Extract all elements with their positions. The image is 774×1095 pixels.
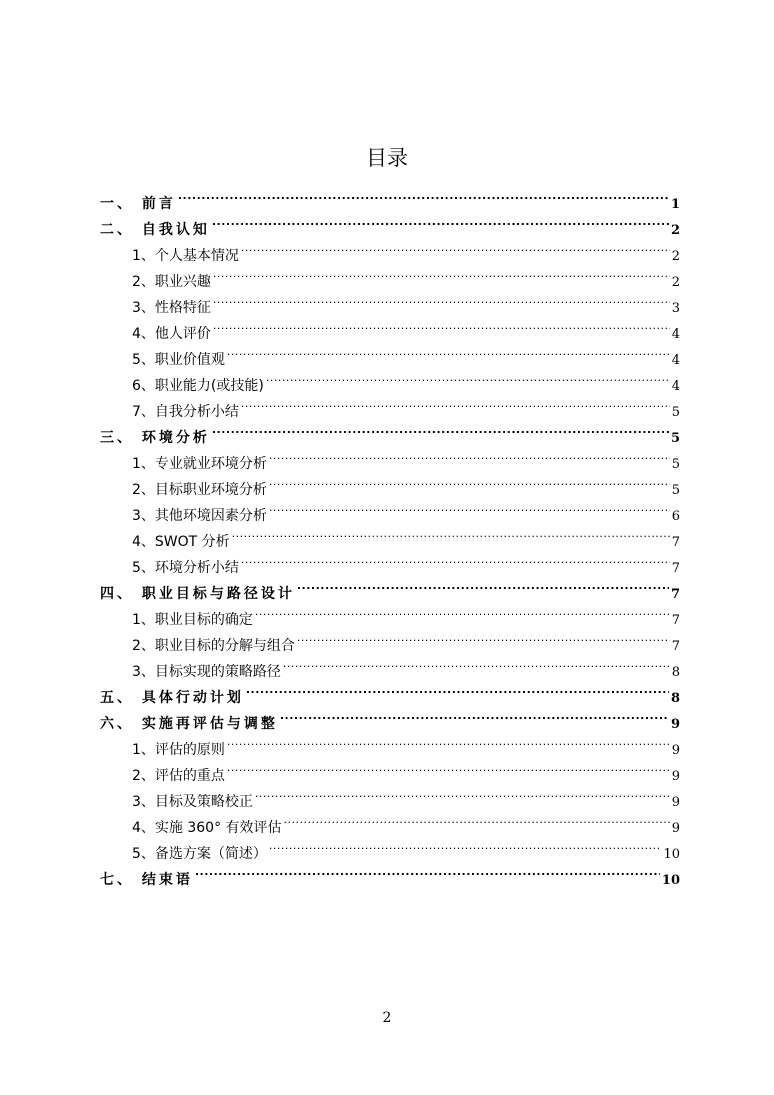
toc-entry-page: 10: [663, 847, 680, 862]
toc-entry-label: 1、个人基本情况: [132, 248, 239, 264]
table-of-contents: [100, 182, 680, 888]
toc-dot-leader: [255, 598, 670, 624]
toc-entry-page: 5: [671, 457, 680, 472]
toc-dot-leader: [212, 208, 669, 234]
toc-dot-leader: [241, 546, 670, 572]
toc-entry-label: 3、目标实现的策略路径: [132, 664, 281, 680]
toc-dot-leader: [280, 702, 669, 728]
toc-entry-label: 六、 实施再评估与调整: [100, 716, 278, 732]
toc-dot-leader: [227, 728, 670, 754]
toc-dot-leader: [246, 676, 669, 702]
toc-entry-page: 9: [671, 769, 680, 784]
toc-title: 目录: [366, 146, 408, 170]
toc-dot-leader: [241, 390, 670, 416]
toc-dot-leader: [269, 468, 670, 494]
toc-entry-page: 9: [671, 743, 680, 758]
toc-entry-page: 8: [670, 691, 680, 706]
toc-entry-page: 3: [671, 301, 680, 316]
toc-entry-label: 3、其他环境因素分析: [132, 508, 267, 524]
toc-dot-leader: [213, 286, 670, 312]
toc-entry-label: 5、环境分析小结: [132, 560, 239, 576]
toc-dot-leader: [284, 806, 670, 832]
toc-entry-label: 三、 环境分析: [100, 430, 210, 446]
toc-entry-label: 5、备选方案（简述）: [132, 846, 267, 862]
toc-dot-leader: [212, 416, 669, 442]
toc-entry-page: 4: [671, 379, 680, 394]
toc-dot-leader: [241, 234, 670, 260]
toc-entry-label: 四、 职业目标与路径设计: [100, 586, 295, 602]
toc-entry-page: 7: [671, 561, 680, 576]
toc-entry-page: 9: [671, 795, 680, 810]
toc-dot-leader: [255, 780, 670, 806]
toc-entry-page: 9: [670, 717, 680, 732]
toc-dot-leader: [178, 182, 669, 208]
toc-entry-page: 2: [671, 275, 680, 290]
toc-dot-leader: [297, 572, 669, 598]
toc-entry-page: 2: [670, 223, 680, 238]
toc-entry-page: 9: [671, 821, 680, 836]
toc-dot-leader: [232, 520, 670, 546]
toc-dot-leader: [227, 754, 670, 780]
toc-entry-label: 2、评估的重点: [132, 768, 225, 784]
toc-entry-label: 2、职业目标的分解与组合: [132, 638, 295, 654]
toc-dot-leader: [269, 832, 662, 858]
toc-entry-page: 7: [671, 535, 680, 550]
toc-dot-leader: [213, 312, 670, 338]
toc-entry-page: 5: [670, 431, 680, 446]
toc-dot-leader: [269, 494, 670, 520]
toc-dot-leader: [297, 624, 670, 650]
toc-dot-leader: [283, 650, 670, 676]
toc-entry-page: 4: [671, 353, 680, 368]
toc-entry-label: 3、性格特征: [132, 300, 211, 316]
toc-entry-page: 2: [671, 249, 680, 264]
toc-dot-leader: [227, 338, 670, 364]
toc-entry-page: 7: [671, 613, 680, 628]
toc-entry-label: 五、 具体行动计划: [100, 690, 244, 706]
toc-entry-label: 4、SWOT 分析: [132, 534, 230, 550]
toc-entry-page: 7: [671, 639, 680, 654]
toc-entry-label: 1、职业目标的确定: [132, 612, 253, 628]
toc-entry-label: 4、他人评价: [132, 326, 211, 342]
toc-entry-label: 1、评估的原则: [132, 742, 225, 758]
toc-entry-page: 4: [671, 327, 680, 342]
toc-entry-label: 二、 自我认知: [100, 222, 210, 238]
toc-entry-label: 1、专业就业环境分析: [132, 456, 267, 472]
toc-entry-page: 5: [671, 405, 680, 420]
toc-dot-leader: [266, 364, 670, 390]
toc-entry-label: 6、职业能力(或技能): [132, 378, 264, 394]
toc-dot-leader: [213, 260, 670, 286]
toc-entry-page: 5: [671, 483, 680, 498]
toc-entry-label: 七、 结束语: [100, 872, 193, 888]
toc-entry-label: 5、职业价值观: [132, 352, 225, 368]
toc-entry-label: 2、职业兴趣: [132, 274, 211, 290]
toc-entry-page: 1: [670, 197, 680, 212]
toc-entry-label: 7、自我分析小结: [132, 404, 239, 420]
toc-entry-page: 6: [671, 509, 680, 524]
page-number: 2: [382, 1010, 392, 1026]
toc-entry-label: 4、实施 360° 有效评估: [132, 820, 282, 836]
toc-entry-label: 2、目标职业环境分析: [132, 482, 267, 498]
toc-entry-label: 一、 前言: [100, 196, 176, 212]
toc-dot-leader: [269, 442, 670, 468]
toc-entry-page: 7: [670, 587, 680, 602]
toc-entry-page: 8: [671, 665, 680, 680]
toc-dot-leader: [195, 858, 660, 884]
toc-entry-page: 10: [661, 873, 680, 888]
toc-chapter-entry[interactable]: [100, 182, 680, 212]
toc-entry-label: 3、目标及策略校正: [132, 794, 253, 810]
toc-chapter-entry[interactable]: [100, 208, 680, 238]
